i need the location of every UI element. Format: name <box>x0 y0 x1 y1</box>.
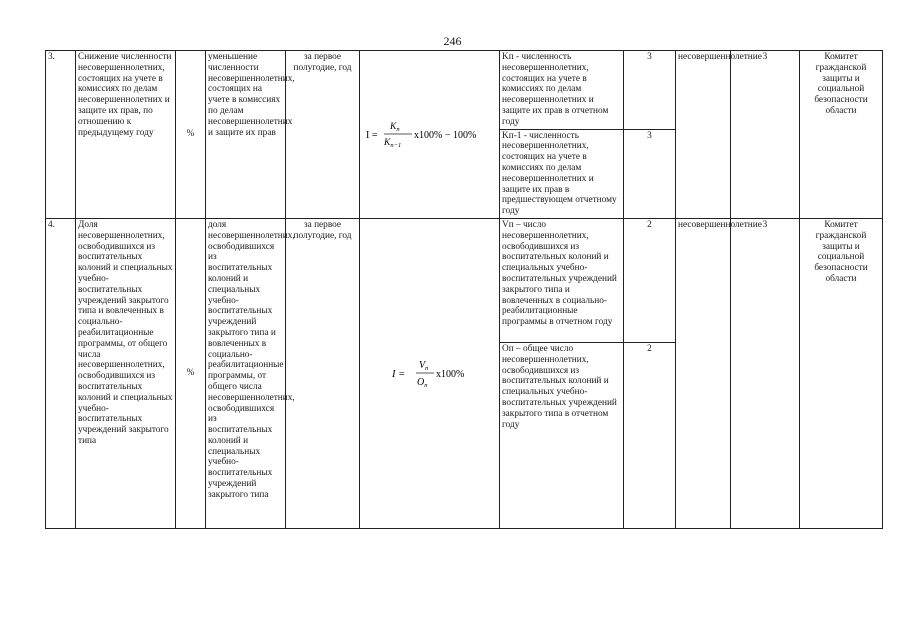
component-description: Vп – число несовершеннолетних, освободившихся из воспитательных колоний и специальных учебно-воспитательных учреждений закрытого типа и вовлеченных в социально-реабилитационные программы в отчетном году <box>500 218 624 342</box>
indicator-definition: уменьшение численности несовершеннолетних, состоящих на учете в комиссиях по делам несовершеннолетних и защите их прав <box>206 51 286 219</box>
periodicity-cell: за первое полугодие, год <box>286 51 360 219</box>
formula-denominator <box>383 138 401 149</box>
responsible-organ: Комитет гражданской защиты и социальной безопасности области <box>800 218 883 528</box>
periodicity-code: 3 <box>731 51 800 219</box>
indicator-name: Доля несовершеннолетних, освободившихся из воспитательных колоний и специальных учебно-воспитательных учреждений закрытого типа и вовлеченных в социально-реабилитационные программы, от общего числа несовершеннолетних, освободившихся из воспитательных колоний и специальных учебно-воспитательных учреждений закрытого типа <box>76 218 176 528</box>
formula-denominator <box>417 377 427 389</box>
table-row <box>46 218 883 342</box>
formula-lhs: I = <box>391 369 405 381</box>
formula-numerator-sub: п <box>395 126 400 134</box>
component-description: Oп – общее число несовершеннолетних, освободившихся из воспитательных колоний и специальных учебно-воспитательных учреждений закрытого типа в отчетном году <box>500 342 624 528</box>
formula-denominator-sub: п−1 <box>389 142 401 150</box>
row-number: 4. <box>46 218 76 528</box>
responsible-organ: Комитет гражданской защиты и социальной безопасности области <box>800 51 883 219</box>
unit-cell: % <box>176 51 206 219</box>
periodicity-cell: за первое полугодие, год <box>286 218 360 528</box>
formula-numerator-symbol: V <box>418 360 425 372</box>
indicator-name: Снижение численности несовершеннолетних, состоящих на учете в комиссиях по делам несовершеннолетних и защите их прав, по отношению к предыдущему году <box>76 51 176 219</box>
category-cell: несовершеннолетние <box>676 51 731 219</box>
formula-denominator-symbol: O <box>416 377 424 389</box>
formula-numerator <box>419 360 428 372</box>
formula-graphic <box>364 118 496 150</box>
formula-numerator <box>389 122 400 133</box>
formula-lhs: I = <box>365 130 377 142</box>
table-row <box>46 51 883 130</box>
periodicity-code: 3 <box>731 218 800 528</box>
formula-denominator-symbol: K <box>383 138 390 149</box>
component-description: Kп - численность несовершеннолетних, состоящих на учете в комиссиях по делам несовершеннолетних и защите их прав в отчетном году <box>500 51 624 130</box>
formula-cell <box>360 51 500 219</box>
row-number: 3. <box>46 51 76 219</box>
formula-numerator-sub: п <box>424 365 428 373</box>
formula-numerator-symbol: K <box>389 122 396 133</box>
source-code: 2 <box>624 342 676 528</box>
page-number: 246 <box>443 34 462 48</box>
source-code: 3 <box>624 129 676 218</box>
formula-tail: x100% − 100% <box>413 130 476 142</box>
source-code: 2 <box>624 218 676 342</box>
unit-cell: % <box>176 218 206 528</box>
component-description: Kп-1 - численность несовершеннолетних, состоящих на учете в комиссиях по делам несовершеннолетних и защите их прав в предшествующем отчетному году <box>500 129 624 218</box>
indicator-definition: доля несовершеннолетних, освободившихся из воспитательных колоний и специальных учебно-воспитательных учреждений закрытого типа и вовлеченных в социально-реабилитационные программы, от общего числа несовершеннолетних, освободившихся из воспитательных колоний и специальных учебно-воспитательных учреждений закрытого типа <box>206 218 286 528</box>
formula-cell <box>360 218 500 528</box>
formula-tail: x100% <box>435 369 464 381</box>
indicator-table <box>45 50 883 529</box>
formula-graphic <box>380 356 480 390</box>
formula-denominator-sub: п <box>423 382 427 390</box>
source-code: 3 <box>624 51 676 130</box>
category-cell: несовершеннолетние <box>676 218 731 528</box>
